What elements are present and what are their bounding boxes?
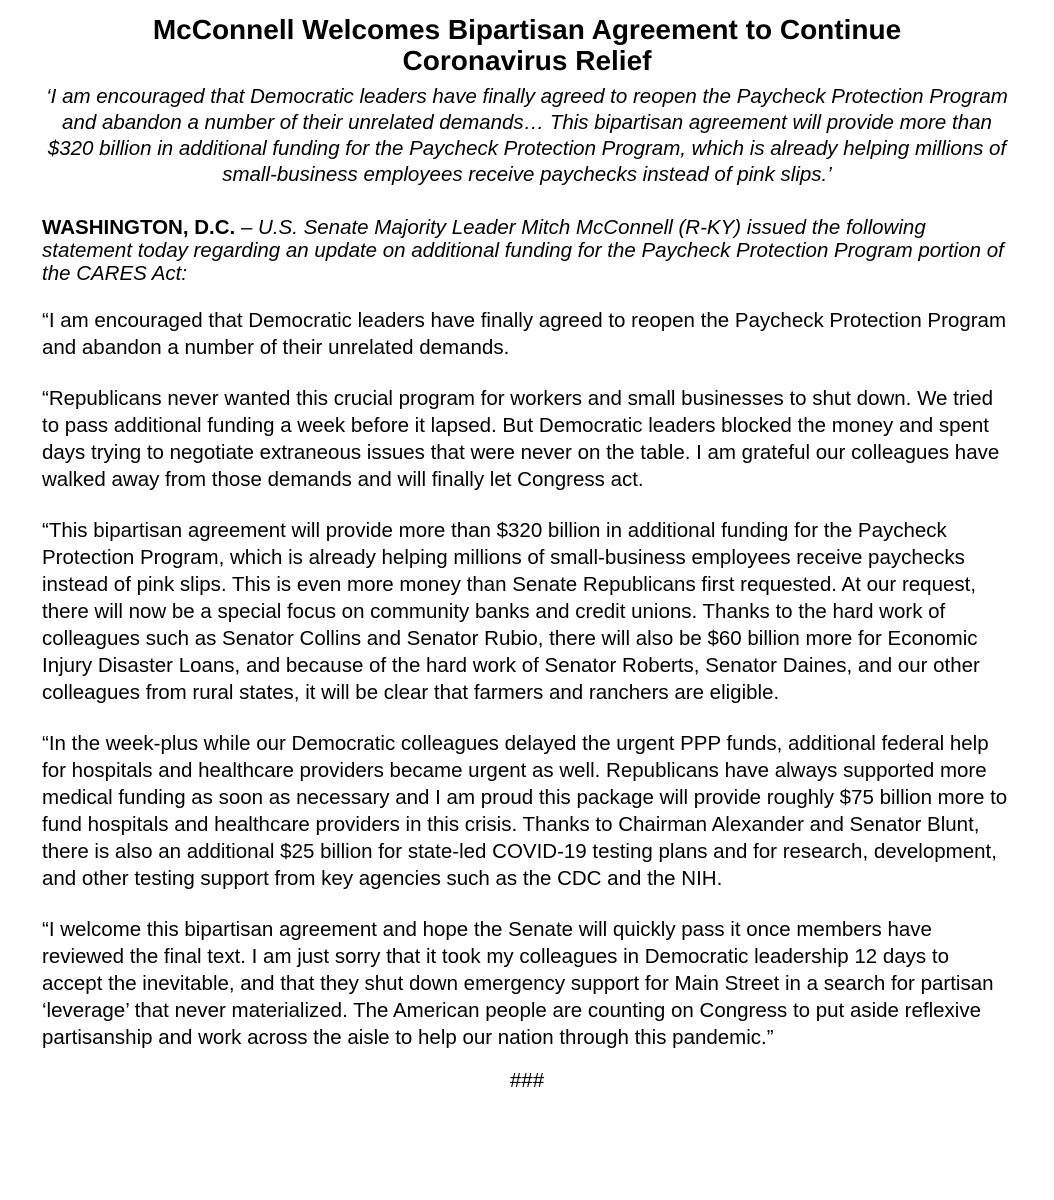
statement-paragraph-2: “Republicans never wanted this crucial program for workers and small businesses to shut down. We tried to pass additional funding a week before it lapsed. But Democratic leaders blocked the money and spent days trying to negotiate extraneous issues that were never on the table. I am grateful our colleagues have walked away from those demands and will finally let Congress act. (42, 387, 1000, 491)
statement-paragraph-3: “This bipartisan agreement will provide more than $320 billion in additional funding for the Paycheck Protection Program, which is already helping millions of small-business employees receive paychecks instead of pink slips. This is even more money than Senate Republicans first requested. At our request, there will now be a special focus on community banks and credit unions. Thanks to the hard work of colleagues such as Senator Collins and Senator Rubio, there will also be $60 billion more for Economic Injury Disaster Loans, and because of the hard work of Senator Roberts, Senator Daines, and our other colleagues from rural states, it will be clear that farmers and ranchers are eligible. (42, 519, 980, 704)
statement-paragraph-4: “In the week-plus while our Democratic colleagues delayed the urgent PPP funds, additional federal help for hospitals and healthcare providers became urgent as well. Republicans have always supported more medical funding as soon as necessary and I am proud this package will provide roughly $75 billion more to fund hospitals and healthcare providers in this crisis. Thanks to Chairman Alexander and Senator Blunt, there is also an additional $25 billion for state-led COVID-19 testing plans and for research, development, and other testing support from key agencies such as the CDC and the NIH. (42, 732, 1008, 890)
statement-paragraph-5: “I welcome this bipartisan agreement and hope the Senate will quickly pass it once members have reviewed the final text. I am just sorry that it took my colleagues in Democratic leadership 12 days to accept the inevitable, and that they shut down emergency support for Main Street in a search for partisan ‘leverage’ that never materialized. The American people are counting on Congress to put aside reflexive partisanship and work across the aisle to help our nation through this pandemic.” (42, 918, 994, 1049)
dateline: WASHINGTON, D.C. (42, 216, 236, 239)
dateline-separator: – (235, 216, 259, 239)
statement-paragraph-1: “I am encouraged that Democratic leaders have finally agreed to reopen the Paycheck Protection Program and abandon a number of their unrelated demands. (42, 309, 1007, 359)
dateline-text: U.S. Senate Majority Leader Mitch McConnell (R-KY) issued the following statement today regarding an update on additional funding for the Paycheck Protection Program portion of the CARES Act: (42, 216, 1004, 285)
end-mark: ### (509, 1069, 545, 1092)
pull-quote-subhead: ‘I am encouraged that Democratic leaders have finally agreed to reopen the Paycheck Protection Program and abandon a number of their unrelated demands… This bipartisan agreement will provide more than $320 billion in additional funding for the Paycheck Protection Program, which is already helping millions of small-business employees receive paychecks instead of pink slips.’ (46, 85, 1008, 186)
page-title: McConnell Welcomes Bipartisan Agreement to Continue Coronavirus Relief (152, 14, 902, 76)
dateline-paragraph (42, 216, 1012, 285)
